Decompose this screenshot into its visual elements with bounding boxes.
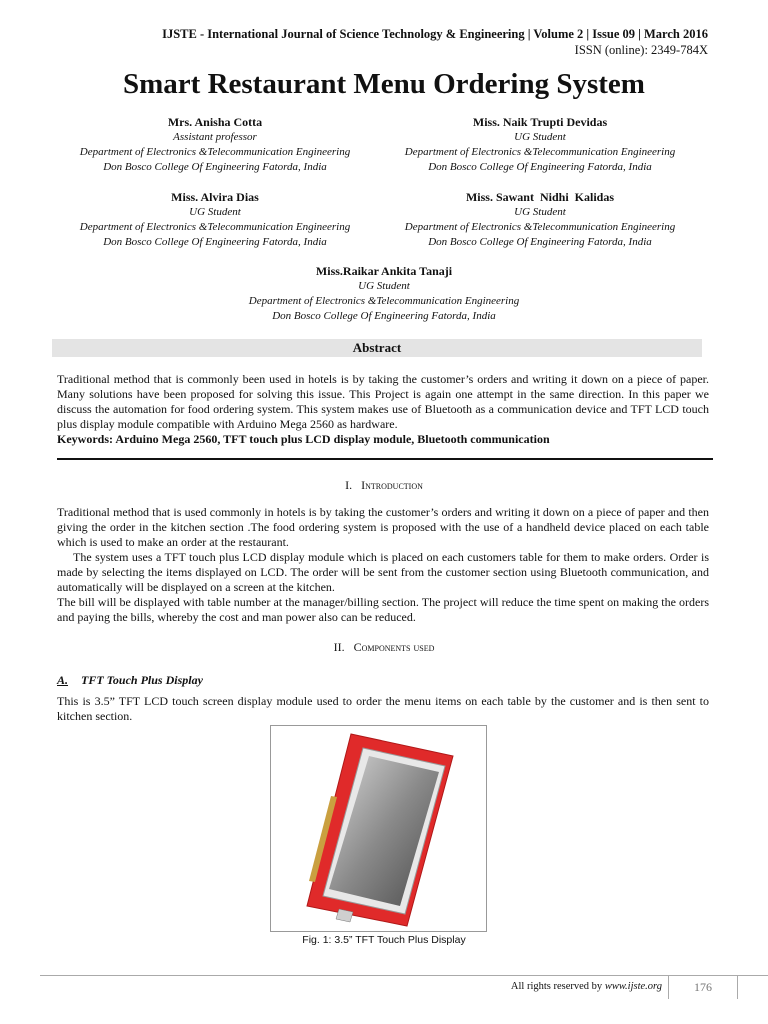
author-department: Department of Electronics &Telecommunication Engineering <box>79 146 351 158</box>
author-department: Department of Electronics &Telecommunication Engineering <box>404 146 676 158</box>
section-heading-components <box>0 640 768 655</box>
paper-title: Smart Restaurant Menu Ordering System <box>123 68 645 100</box>
author-block-5 <box>219 264 549 324</box>
author-institution: Don Bosco College Of Engineering Fatorda, India <box>428 236 652 248</box>
author-block-2 <box>375 115 705 175</box>
author-role: UG Student <box>514 131 566 143</box>
intro-paragraph-3: The bill will be displayed with table number at the manager/billing section. The project will reduce the time spent on making the orders and paying the bills, whereby the cost and man power also can be reduced. <box>57 595 709 624</box>
author-name: Miss. Sawant Nidhi Kalidas <box>465 190 615 204</box>
author-role: UG Student <box>189 206 241 218</box>
author-department: Department of Electronics &Telecommunication Engineering <box>248 295 520 307</box>
author-institution: Don Bosco College Of Engineering Fatorda, India <box>103 236 327 248</box>
author-role: UG Student <box>358 280 410 292</box>
section-heading-introduction <box>0 478 768 493</box>
author-role: UG Student <box>514 206 566 218</box>
author-department: Department of Electronics &Telecommunication Engineering <box>404 221 676 233</box>
author-name: Miss.Raikar Ankita Tanaji <box>315 264 453 278</box>
author-name: Miss. Alvira Dias <box>171 190 259 204</box>
figure-tft-display <box>270 725 487 932</box>
author-name: Miss. Naik Trupti Devidas <box>472 115 608 129</box>
components-body <box>57 694 709 724</box>
abstract-paragraph: Traditional method that is commonly been used in hotels is by taking the customer’s orders and writing it down on a piece of paper. Many solutions have been proposed for solving this issue. This Project is again one attempt in the same direction. In this paper we discuss the automation for food ordering system. This system makes use of Bluetooth as a communication device and TFT LCD touch plus display module compatible with Arduino Mega 2560 as hardware. <box>57 372 709 431</box>
subsection-title: TFT Touch Plus Display <box>81 673 203 687</box>
section-title: Components used <box>353 640 435 654</box>
footer-divider <box>40 975 768 976</box>
components-paragraph-1: This is 3.5” TFT LCD touch screen display module used to order the menu items on each table by the customer and is then sent to kitchen section. <box>57 694 709 723</box>
author-name: Mrs. Anisha Cotta <box>167 115 263 129</box>
intro-paragraph-1: Traditional method that is used commonly in hotels is by taking the customer’s orders and writing it down on a piece of paper and then giving the order in the kitchen section .The food ordering system is proposed with the use of a handheld device placed on each table which is used to make an order at the restaurant. <box>57 505 709 549</box>
footer-url[interactable]: www.ijste.org <box>604 981 662 992</box>
author-role: Assistant professor <box>173 131 257 143</box>
author-institution: Don Bosco College Of Engineering Fatorda, India <box>272 310 496 322</box>
author-block-1 <box>50 115 380 175</box>
section-number: I. <box>345 478 353 492</box>
author-institution: Don Bosco College Of Engineering Fatorda, India <box>103 161 327 173</box>
author-institution: Don Bosco College Of Engineering Fatorda, India <box>428 161 652 173</box>
issn-line: ISSN (online): 2349-784X <box>574 43 708 57</box>
footer-rights <box>511 980 662 994</box>
abstract-text <box>57 372 709 432</box>
subsection-heading-tft <box>57 673 203 688</box>
abstract-divider <box>57 458 713 460</box>
author-block-3 <box>50 190 380 250</box>
abstract-heading: Abstract <box>52 339 702 357</box>
introduction-body <box>57 505 709 625</box>
section-title: Introduction <box>361 478 423 492</box>
page-number: 176 <box>668 975 738 999</box>
figure-caption: Fig. 1: 3.5” TFT Touch Plus Display <box>302 934 466 946</box>
footer-rights-text: All rights reserved by <box>510 981 603 992</box>
intro-paragraph-2: The system uses a TFT touch plus LCD display module which is placed on each customers table for them to make orders. Order is made by selecting the items displayed on LCD. The order will be sent from the customer section using Bluetooth communication, and automatically will be displayed on a screen at the kitchen. <box>57 550 709 594</box>
author-department: Department of Electronics &Telecommunication Engineering <box>79 221 351 233</box>
section-number: II. <box>333 640 345 654</box>
author-block-4 <box>375 190 705 250</box>
subsection-label: A. <box>57 673 69 687</box>
journal-header: IJSTE - International Journal of Science Technology & Engineering | Volume 2 | Issue 09 | March 2016 <box>162 27 708 41</box>
tft-display-illustration <box>271 726 486 931</box>
keywords: Keywords: Arduino Mega 2560, TFT touch plus LCD display module, Bluetooth communication <box>57 432 550 446</box>
